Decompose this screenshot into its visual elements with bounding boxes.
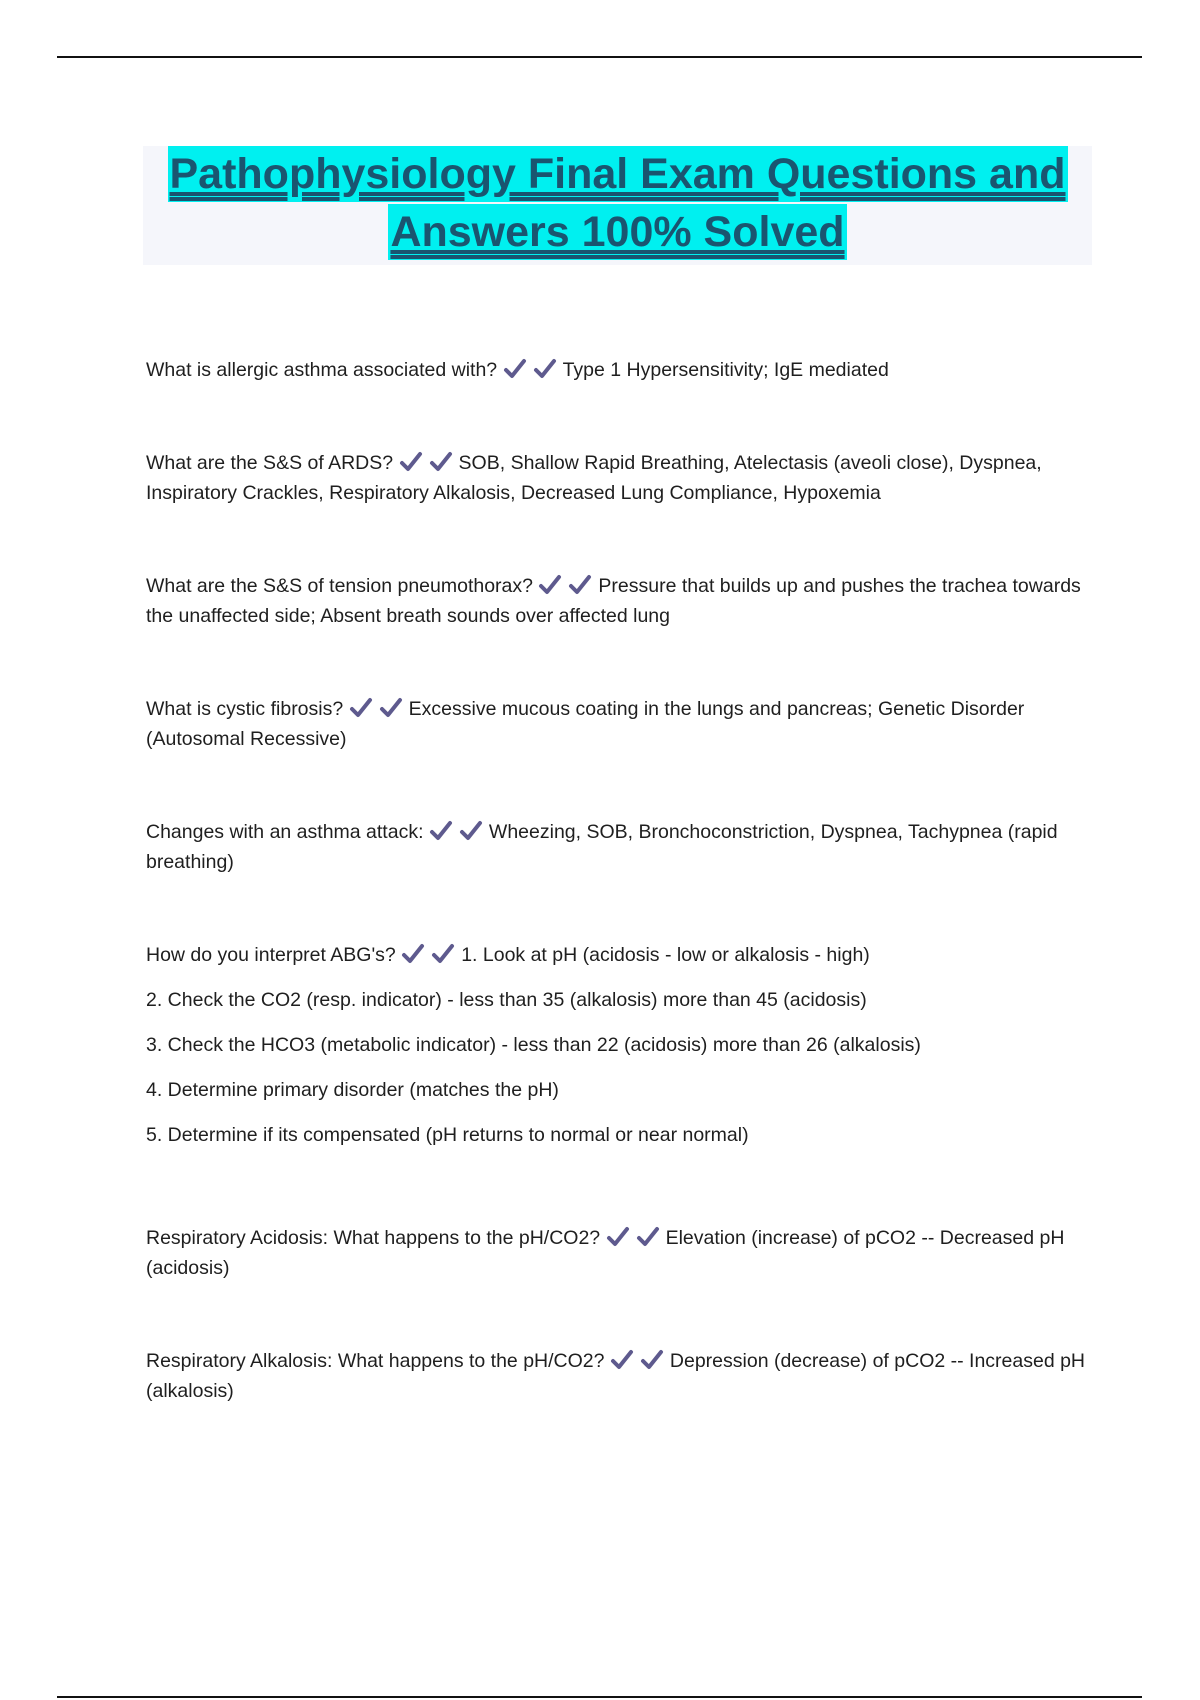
header-rule bbox=[57, 56, 1142, 58]
check-mark-icon bbox=[568, 574, 592, 596]
question-text: Respiratory Alkalosis: What happens to the pH/CO2? bbox=[146, 1350, 605, 1372]
check-mark-icon bbox=[349, 697, 373, 719]
check-mark-icon bbox=[379, 697, 403, 719]
qa-item bbox=[146, 448, 1096, 508]
check-mark-icon bbox=[429, 820, 453, 842]
title-block bbox=[143, 146, 1092, 265]
question-text: What is allergic asthma associated with? bbox=[146, 359, 498, 381]
qa-item bbox=[146, 571, 1096, 631]
abg-step: 3. Check the HCO3 (metabolic indicator) - less than 22 (acidosis) more than 26 (alkalosis) bbox=[146, 1034, 921, 1056]
question-text: Changes with an asthma attack: bbox=[146, 821, 424, 843]
qa-item bbox=[146, 694, 1096, 754]
question-text: What are the S&S of tension pneumothorax? bbox=[146, 575, 533, 597]
footer-rule bbox=[57, 1696, 1142, 1698]
qa-item bbox=[146, 355, 889, 385]
answer-text: 1. Look at pH (acidosis - low or alkalosis - high) bbox=[461, 944, 870, 966]
check-mark-icon bbox=[538, 574, 562, 596]
answer-text: Wheezing, SOB, Bronchoconstriction, Dyspnea, Tachypnea (rapid breathing) bbox=[146, 821, 1058, 873]
qa-item bbox=[146, 940, 1096, 1150]
check-mark-icon bbox=[503, 358, 527, 380]
answer-text: Excessive mucous coating in the lungs and pancreas; Genetic Disorder (Autosomal Recessive) bbox=[146, 698, 1025, 750]
question-text: Respiratory Acidosis: What happens to the pH/CO2? bbox=[146, 1227, 601, 1249]
qa-item bbox=[146, 1346, 1096, 1406]
check-mark-icon bbox=[459, 820, 483, 842]
question-text: What are the S&S of ARDS? bbox=[146, 452, 394, 474]
check-mark-icon bbox=[606, 1226, 630, 1248]
page-title-line-2: Answers 100% Solved bbox=[388, 204, 846, 260]
qa-item bbox=[146, 817, 1096, 877]
question-text: What is cystic fibrosis? bbox=[146, 698, 344, 720]
answer-text: Elevation (increase) of pCO2 -- Decreased pH (acidosis) bbox=[146, 1227, 1065, 1279]
qa-item bbox=[146, 1223, 1096, 1283]
question-text: How do you interpret ABG's? bbox=[146, 944, 396, 966]
answer-text: Pressure that builds up and pushes the trachea towards the unaffected side; Absent breath sounds over affected lung bbox=[146, 575, 1081, 627]
qa-first-line bbox=[146, 940, 1096, 970]
check-mark-icon bbox=[636, 1226, 660, 1248]
answer-text: Depression (decrease) of pCO2 -- Increased pH (alkalosis) bbox=[146, 1350, 1086, 1402]
abg-step: 2. Check the CO2 (resp. indicator) - less than 35 (alkalosis) more than 45 (acidosis) bbox=[146, 989, 867, 1011]
check-mark-icon bbox=[431, 943, 455, 965]
check-mark-icon bbox=[640, 1349, 664, 1371]
answer-text: SOB, Shallow Rapid Breathing, Atelectasis (aveoli close), Dyspnea, Inspiratory Crackles, Respiratory Alkalosis, Decreased Lung Compliance, Hypoxemia bbox=[146, 452, 1042, 504]
abg-step: 5. Determine if its compensated (pH returns to normal or near normal) bbox=[146, 1124, 749, 1146]
answer-text: Type 1 Hypersensitivity; IgE mediated bbox=[562, 359, 889, 381]
check-mark-icon bbox=[533, 358, 557, 380]
check-mark-icon bbox=[399, 451, 423, 473]
check-mark-icon bbox=[610, 1349, 634, 1371]
page-title-line-1: Pathophysiology Final Exam Questions and bbox=[168, 146, 1068, 202]
check-mark-icon bbox=[401, 943, 425, 965]
abg-step: 4. Determine primary disorder (matches the pH) bbox=[146, 1079, 559, 1101]
check-mark-icon bbox=[429, 451, 453, 473]
